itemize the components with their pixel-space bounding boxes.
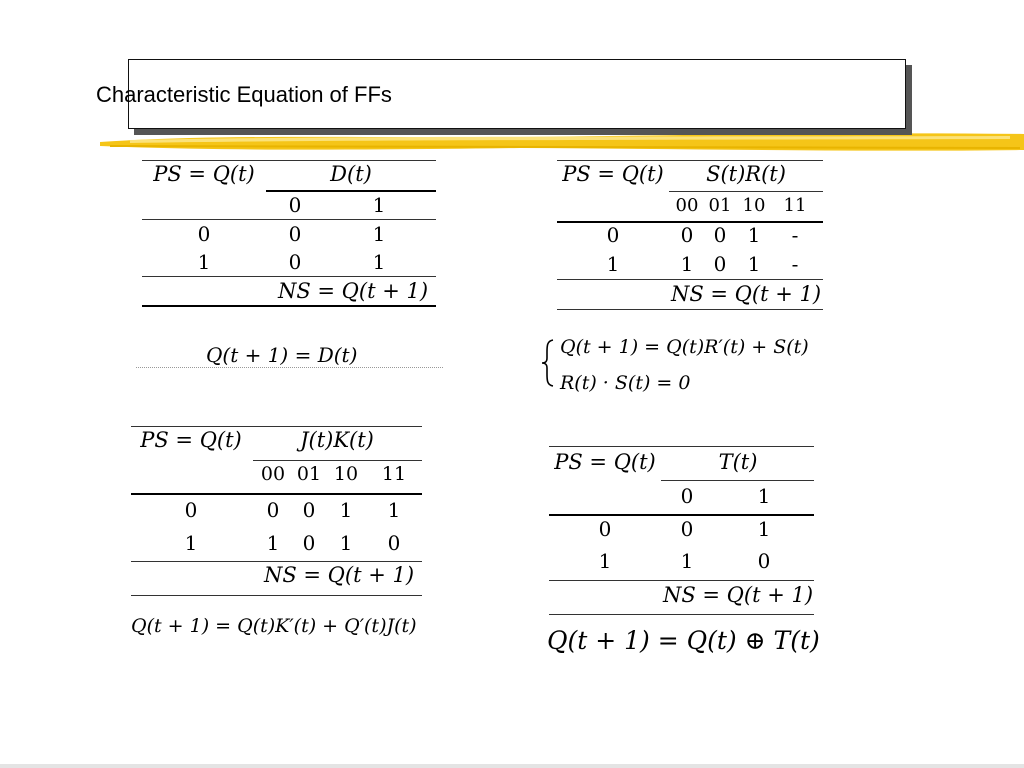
input-col-label: 1 — [372, 193, 386, 217]
ps-value: 1 — [197, 250, 211, 274]
table-rule — [549, 514, 814, 516]
ns-label: NS = Q(t + 1) — [277, 279, 429, 303]
table-rule — [669, 191, 823, 192]
table-rule — [557, 279, 823, 280]
ps-header: PS = Q(t) — [554, 450, 656, 474]
input-col-label: 01 — [708, 195, 732, 216]
ns-label: NS = Q(t + 1) — [662, 583, 814, 607]
jk-ff-equation: Q(t + 1) = Q(t)K′(t) + Q′(t)J(t) — [131, 615, 417, 637]
dotted-rule — [136, 367, 443, 368]
ns-value: 1 — [339, 531, 353, 555]
table-rule — [661, 480, 814, 481]
sr-ff-table — [557, 160, 823, 312]
left-brace-icon — [540, 338, 556, 388]
slide-title: Characteristic Equation of FFs — [96, 82, 392, 107]
table-rule — [142, 276, 436, 277]
d-ff-table — [142, 160, 436, 310]
input-col-label: 10 — [742, 195, 766, 216]
table-rule — [549, 614, 814, 615]
t-ff-equation: Q(t + 1) = Q(t) ⊕ T(t) — [547, 626, 820, 655]
table-rule — [266, 190, 436, 192]
input-col-label: 0 — [288, 193, 302, 217]
ns-value: 0 — [266, 498, 280, 522]
sr-ff-constraint: R(t) · S(t) = 0 — [560, 372, 691, 394]
ns-value: 0 — [713, 252, 727, 276]
table-rule — [549, 446, 814, 447]
input-header: S(t)R(t) — [706, 162, 786, 186]
ps-value: 0 — [184, 498, 198, 522]
table-rule — [131, 595, 422, 596]
jk-ff-table — [131, 426, 422, 598]
ns-value: 1 — [372, 222, 386, 246]
table-rule — [131, 561, 422, 562]
input-header: D(t) — [330, 162, 372, 186]
input-col-label: 00 — [675, 195, 699, 216]
ns-value: 1 — [747, 223, 761, 247]
input-col-label: 00 — [260, 463, 286, 485]
ns-value: 1 — [266, 531, 280, 555]
highlighter-stroke — [100, 128, 1024, 158]
ps-value: 0 — [598, 517, 612, 541]
ns-value: 0 — [302, 531, 316, 555]
ps-header: PS = Q(t) — [153, 162, 255, 186]
table-rule — [549, 580, 814, 581]
table-rule — [142, 219, 436, 220]
table-rule — [557, 160, 823, 161]
ps-value: 1 — [598, 549, 612, 573]
ns-value: - — [791, 223, 799, 247]
table-rule — [142, 305, 436, 307]
ns-value: 1 — [747, 252, 761, 276]
ns-value: 0 — [387, 531, 401, 555]
ps-value: 1 — [606, 252, 620, 276]
table-rule — [142, 160, 436, 161]
ps-value: 1 — [184, 531, 198, 555]
ns-value: - — [791, 252, 799, 276]
ns-value: 1 — [339, 498, 353, 522]
input-col-label: 1 — [757, 484, 771, 508]
input-col-label: 11 — [783, 195, 807, 216]
input-col-label: 10 — [333, 463, 359, 485]
ns-label: NS = Q(t + 1) — [670, 282, 822, 306]
ns-value: 0 — [757, 549, 771, 573]
ns-value: 0 — [288, 222, 302, 246]
d-ff-equation: Q(t + 1) = D(t) — [206, 343, 358, 367]
ns-value: 0 — [288, 250, 302, 274]
ps-value: 0 — [606, 223, 620, 247]
sr-ff-equation: Q(t + 1) = Q(t)R′(t) + S(t) — [560, 336, 809, 358]
ns-value: 1 — [372, 250, 386, 274]
ns-value: 0 — [713, 223, 727, 247]
ps-header: PS = Q(t) — [562, 162, 664, 186]
table-rule — [253, 460, 422, 461]
footer-rule — [0, 764, 1024, 768]
table-rule — [131, 493, 422, 495]
input-header: T(t) — [718, 450, 758, 474]
input-header: J(t)K(t) — [300, 428, 374, 452]
table-rule — [557, 309, 823, 310]
table-rule — [131, 426, 422, 427]
ns-value: 1 — [680, 549, 694, 573]
ns-value: 0 — [680, 223, 694, 247]
ns-value: 0 — [680, 517, 694, 541]
input-col-label: 0 — [680, 484, 694, 508]
input-col-label: 01 — [296, 463, 322, 485]
ps-header: PS = Q(t) — [140, 428, 242, 452]
ns-label: NS = Q(t + 1) — [263, 563, 415, 587]
ns-value: 1 — [387, 498, 401, 522]
ns-value: 0 — [302, 498, 316, 522]
ns-value: 1 — [757, 517, 771, 541]
input-col-label: 11 — [381, 463, 407, 485]
ns-value: 1 — [680, 252, 694, 276]
ps-value: 0 — [197, 222, 211, 246]
t-ff-table — [549, 446, 814, 618]
